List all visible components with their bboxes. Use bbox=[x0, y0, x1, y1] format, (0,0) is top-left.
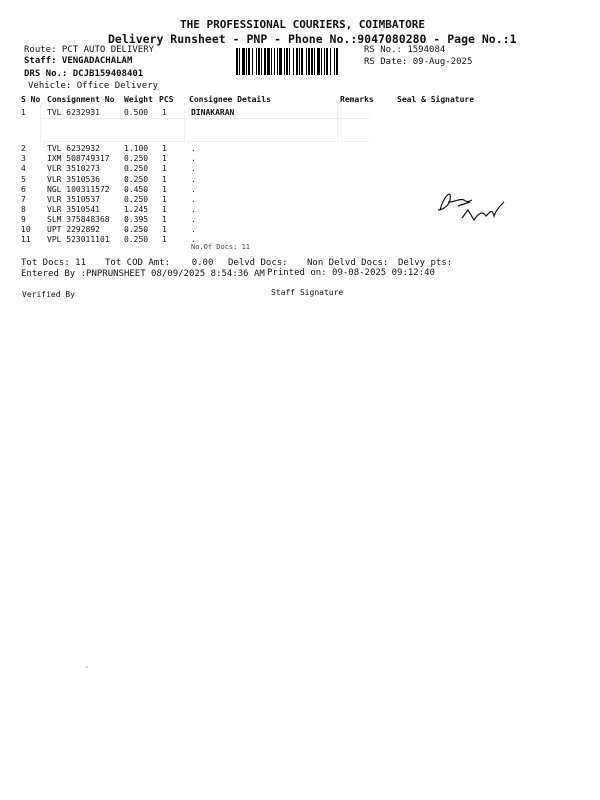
cell-consignment: TVL 6232932 bbox=[47, 144, 100, 153]
cell-consignee: . bbox=[191, 144, 196, 153]
verified-by: Verified By bbox=[22, 290, 75, 299]
cell-consignment: IXM 508749317 bbox=[47, 154, 110, 163]
staff-signature-label: Staff Signature bbox=[271, 288, 344, 297]
cell-pcs: 1 bbox=[162, 205, 167, 214]
col-header-pcs: PCS bbox=[159, 95, 174, 104]
entered-by: Entered By :PNPRUNSHEET 08/09/2025 8:54:36 AM bbox=[21, 269, 265, 279]
cell-consignee: . bbox=[191, 154, 196, 163]
cell-consignment: NGL 100311572 bbox=[47, 185, 110, 194]
delivery-points: Delvy pts: bbox=[398, 258, 453, 268]
cell-consignee: . bbox=[191, 215, 196, 224]
cell-consignment: VLR 3510273 bbox=[47, 164, 100, 173]
route: Route: PCT AUTO DELIVERY bbox=[24, 45, 155, 55]
vehicle: Vehicle: Office Delivery bbox=[28, 81, 159, 91]
col-header-seal-signature: Seal & Signature bbox=[397, 95, 475, 104]
cell-consignment: VLR 3510537 bbox=[47, 195, 100, 204]
cell-sno: 8 bbox=[21, 205, 26, 214]
cell-sno: 9 bbox=[21, 215, 26, 224]
non-delivered-docs: Non Delvd Docs: bbox=[307, 258, 389, 268]
cell-weight: 0.250 bbox=[124, 164, 149, 173]
cell-consignee: . bbox=[191, 185, 196, 194]
cell-weight: 0.250 bbox=[124, 225, 149, 234]
cell-consignment: VPL 523011101 bbox=[47, 235, 110, 244]
cell-pcs: 1 bbox=[162, 144, 167, 153]
no-of-docs: No.Of Docs: 11 bbox=[191, 243, 251, 251]
cell-pcs: 1 bbox=[162, 235, 167, 244]
rs-date: RS Date: 09-Aug-2025 bbox=[364, 57, 473, 67]
col-header-consignee: Consignee Details bbox=[189, 95, 271, 104]
drs-number: DRS No.: DCJB159408401 bbox=[24, 69, 144, 79]
cell-consignee: . bbox=[191, 195, 196, 204]
barcode bbox=[236, 48, 362, 75]
rs-number: RS No.: 1594084 bbox=[364, 45, 446, 55]
runsheet-title: Delivery Runsheet - PNP - Phone No.:9047080280 - Page No.:1 bbox=[108, 32, 517, 46]
cell-weight: 0.250 bbox=[124, 154, 149, 163]
cell-consignee: . bbox=[191, 205, 196, 214]
cell-weight: 1.245 bbox=[124, 205, 149, 214]
cell-weight: 0.500 bbox=[124, 108, 149, 117]
printed-on: Printed on: 09-08-2025 09:12:40 bbox=[267, 268, 435, 278]
company-name: THE PROFESSIONAL COURIERS, COIMBATORE bbox=[180, 18, 426, 31]
cell-weight: 0.250 bbox=[124, 235, 149, 244]
cell-pcs: 1 bbox=[162, 164, 167, 173]
cell-pcs: 1 bbox=[162, 154, 167, 163]
cell-consignee: . bbox=[191, 175, 196, 184]
tot-docs: Tot Docs: 11 bbox=[21, 258, 87, 268]
cut-off-top-text bbox=[0, 0, 600, 4]
cell-consignee: DINAKARAN bbox=[191, 108, 235, 117]
delivered-docs: Delvd Docs: bbox=[228, 258, 288, 268]
cell-weight: 0.395 bbox=[124, 215, 149, 224]
col-header-consignment: Consignment No bbox=[47, 95, 115, 104]
cell-sno: 2 bbox=[21, 144, 26, 153]
cell-consignment: VLR 3510541 bbox=[47, 205, 100, 214]
tot-cod-amount: Tot COD Amt: 0.00 bbox=[105, 258, 214, 268]
cell-consignment: UPT 2292892 bbox=[47, 225, 100, 234]
cell-consignment: SLM 375848368 bbox=[47, 215, 110, 224]
cell-consignee: . bbox=[191, 164, 196, 173]
cell-consignee: . bbox=[191, 225, 196, 234]
cell-sno: 11 bbox=[21, 235, 31, 244]
cell-weight: 1.100 bbox=[124, 144, 149, 153]
cell-pcs: 1 bbox=[162, 225, 167, 234]
cell-pcs: 1 bbox=[162, 108, 167, 117]
cell-pcs: 1 bbox=[162, 175, 167, 184]
cell-consignment: TVL 6232931 bbox=[47, 108, 100, 117]
cell-sno: 7 bbox=[21, 195, 26, 204]
cell-sno: 4 bbox=[21, 164, 26, 173]
cell-weight: 0.250 bbox=[124, 195, 149, 204]
cell-weight: 0.450 bbox=[124, 185, 149, 194]
cell-sno: 1 bbox=[21, 108, 26, 117]
cell-weight: 0.250 bbox=[124, 175, 149, 184]
cell-pcs: 1 bbox=[162, 215, 167, 224]
cell-consignee: . bbox=[191, 235, 196, 244]
cell-sno: 3 bbox=[21, 154, 26, 163]
stray-mark bbox=[86, 666, 88, 668]
cell-sno: 6 bbox=[21, 185, 26, 194]
cell-pcs: 1 bbox=[162, 195, 167, 204]
col-header-weight: Weight bbox=[124, 95, 153, 104]
staff: Staff: VENGADACHALAM bbox=[24, 56, 133, 66]
cell-sno: 10 bbox=[21, 225, 31, 234]
col-header-remarks: Remarks bbox=[340, 95, 374, 104]
signature-text: Vali bbox=[430, 180, 433, 181]
cell-consignment: VLR 3510536 bbox=[47, 175, 100, 184]
cell-sno: 5 bbox=[21, 175, 26, 184]
col-header-sno: S No bbox=[21, 95, 41, 104]
cell-pcs: 1 bbox=[162, 185, 167, 194]
handwritten-signature bbox=[430, 180, 520, 230]
